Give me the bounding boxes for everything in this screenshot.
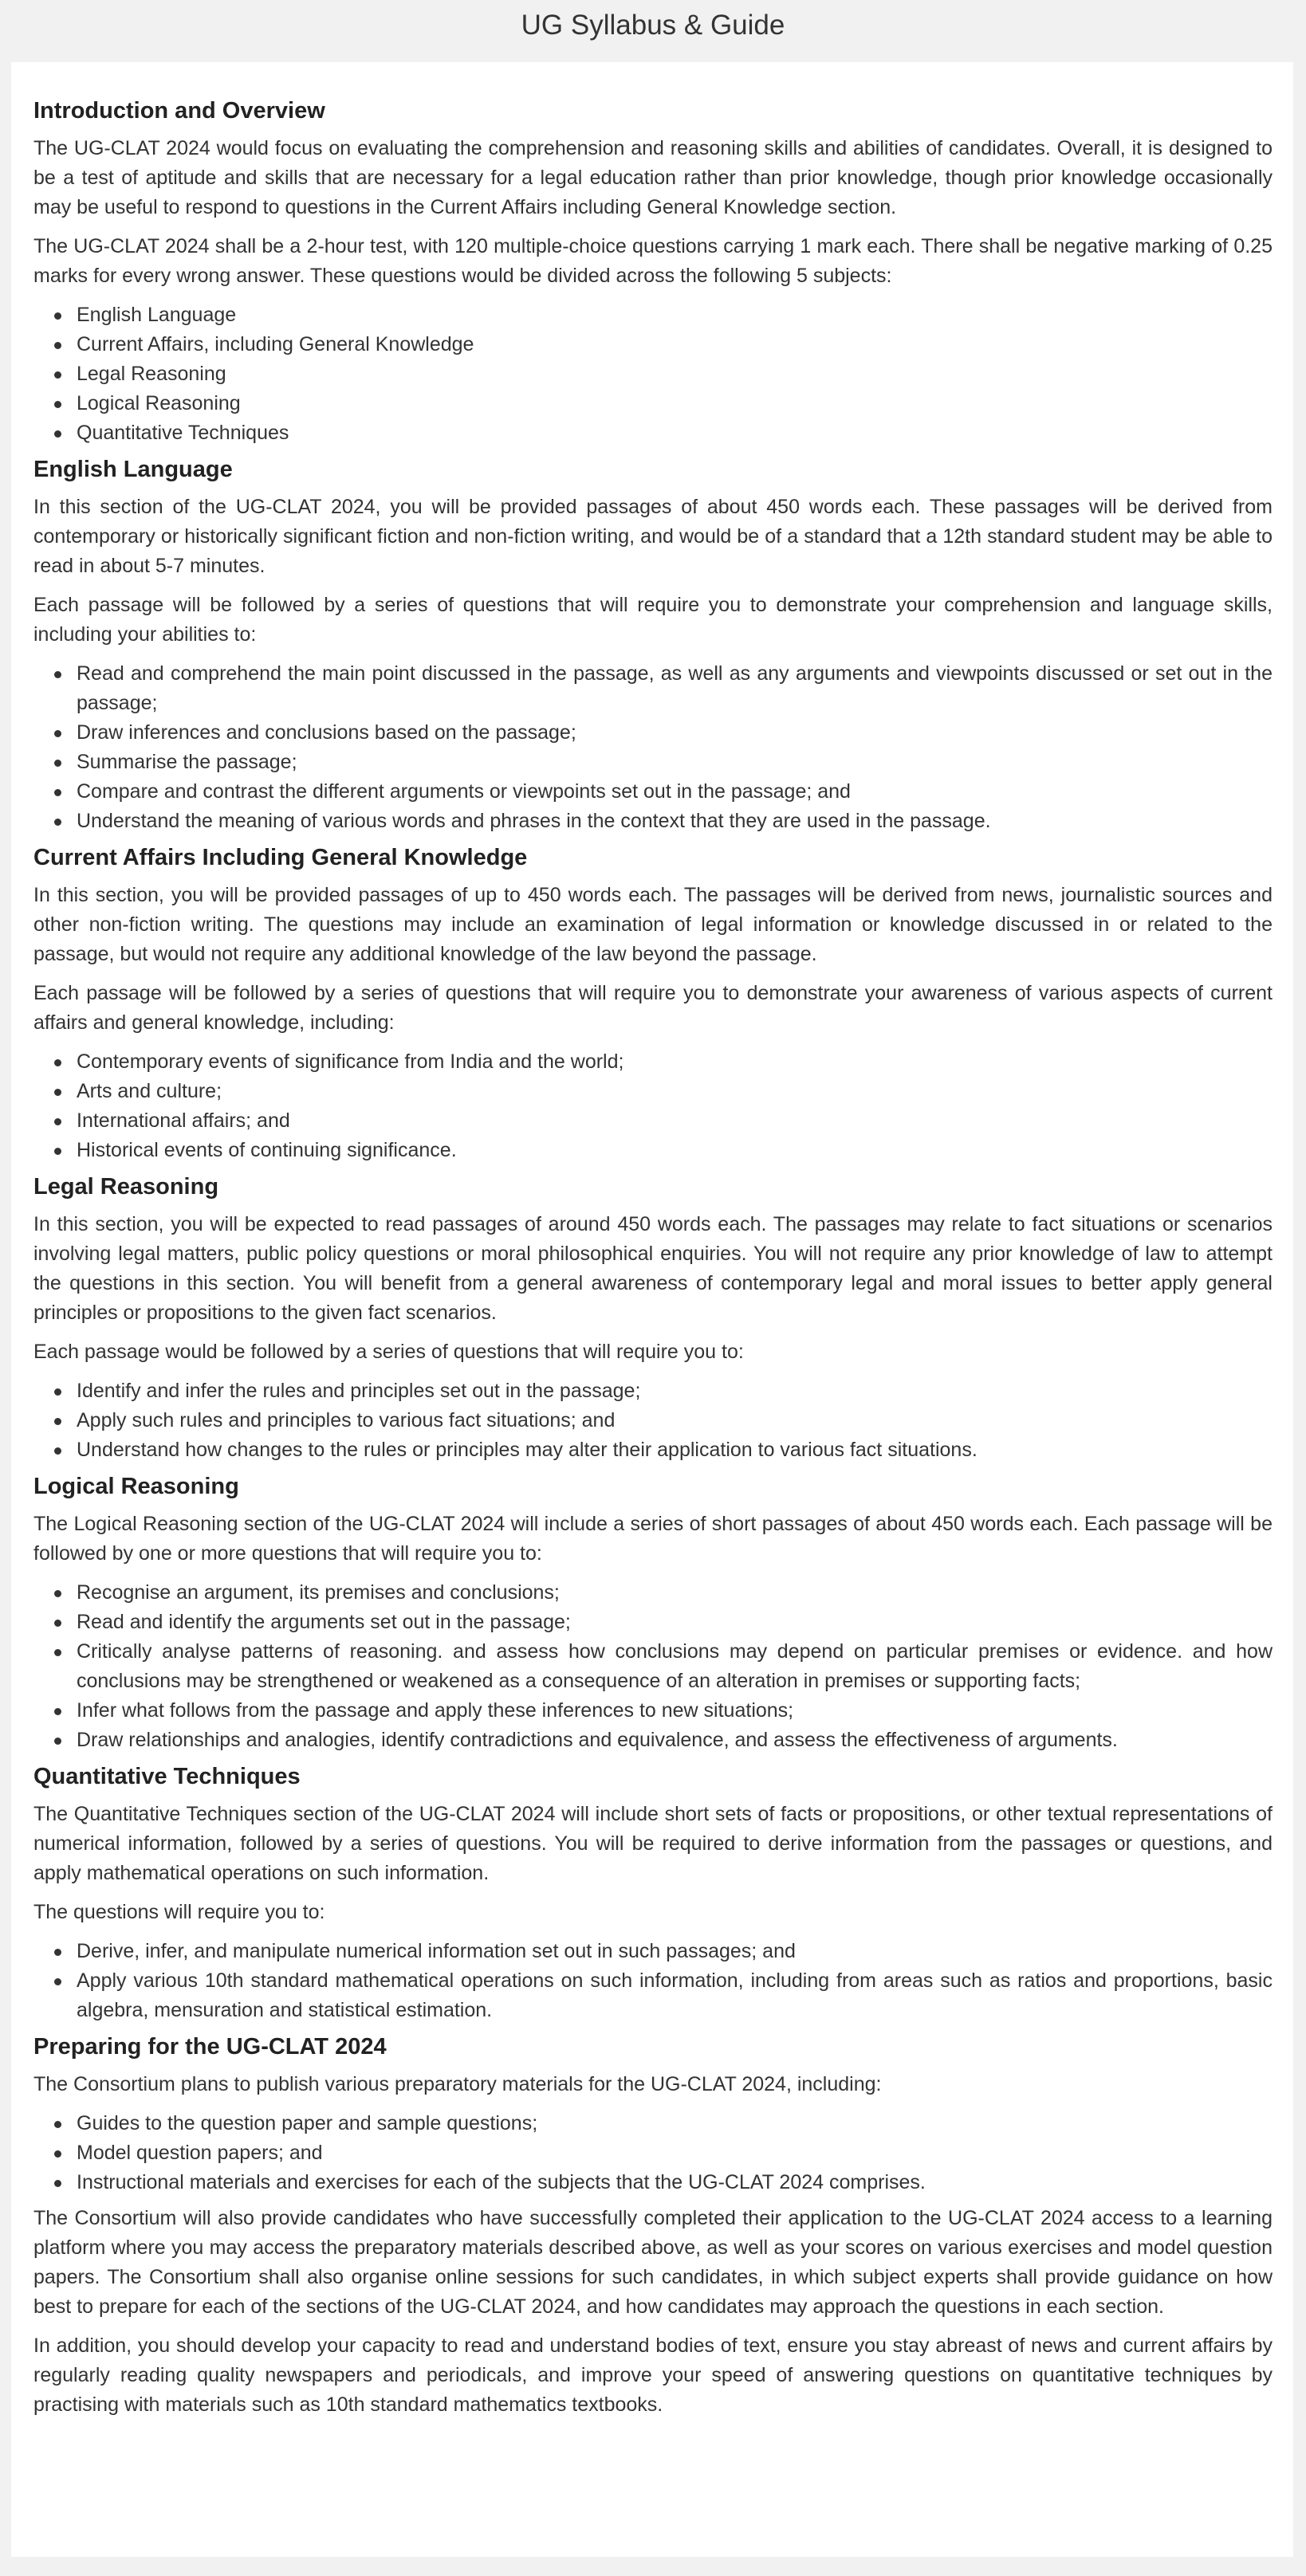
list-item: [77, 389, 1273, 418]
list-item: [77, 1696, 1273, 1726]
paragraph: In this section of the UG-CLAT 2024, you will be provided passages of about 450 words each. These passages will be derived from contemporary or historically significant fiction and non-fiction writing, and would be of a standard that a 12th standard student may be able to read in about 5-7 minutes.: [33, 496, 1273, 577]
list-item-text: Logical Reasoning: [77, 392, 241, 414]
section-heading: Quantitative Techniques: [33, 1764, 301, 1789]
paragraph: The Quantitative Techniques section of the UG-CLAT 2024 will include short sets of facts or propositions, or other textual representations of numerical information, followed by a series of questions. You will be required to derive information from the passages or questions, and apply mathematical operations on such information.: [33, 1803, 1273, 1884]
bullet-icon: [54, 1978, 61, 1985]
list-item: [77, 1937, 1273, 1966]
paragraph: The Consortium will also provide candidates who have successfully completed their application to the UG-CLAT 2024 access to a learning platform where you may access the preparatory materials described above, as well as your scores on various exercises and model question papers. The Consortium shall also organise online sessions for such candidates, in which subject experts shall provide guidance on how best to prepare for each of the sections of the UG-CLAT 2024, and how candidates may approach the questions in each section.: [33, 2207, 1273, 2318]
list-item-text: Understand the meaning of various words and phrases in the context that they are used in the passage.: [77, 810, 991, 832]
list-item-text: Draw relationships and analogies, identify contradictions and equivalence, and assess the effectiveness of arguments.: [77, 1729, 1118, 1751]
bullet-icon: [54, 1148, 61, 1155]
header-bar: [0, 0, 1306, 51]
syllabus-content: [11, 62, 1293, 2557]
bullet-icon: [54, 2180, 61, 2187]
paragraph: In addition, you should develop your capacity to read and understand bodies of text, ensure you stay abreast of news and current affairs by regularly reading quality newspapers and periodicals, and improve your speed of answering questions on quantitative techniques by practising with materials such as 10th standard mathematics textbooks.: [33, 2334, 1273, 2416]
list-item-text: Quantitative Techniques: [77, 422, 289, 444]
section-heading: English Language: [33, 457, 233, 482]
section-heading: Legal Reasoning: [33, 1174, 219, 1200]
list-item-text: Arts and culture;: [77, 1080, 222, 1102]
list-item: [77, 1435, 1273, 1465]
paragraph: The Consortium plans to publish various preparatory materials for the UG-CLAT 2024, including:: [33, 2073, 882, 2095]
section-legal-reasoning: [33, 1172, 1273, 1465]
bullet-icon: [54, 819, 61, 826]
bullet-list: [33, 1578, 1273, 1755]
paragraph: In this section, you will be expected to read passages of around 450 words each. The passages may relate to fact situations or scenarios involving legal matters, public policy questions or moral philosophical enquiries. You will not require any prior knowledge of law to attempt the questions in this section. You will benefit from a general awareness of contemporary legal and moral issues to better apply general principles or propositions to the given fact scenarios.: [33, 1213, 1273, 1324]
bullet-icon: [54, 342, 61, 349]
list-item-text: Historical events of continuing significance.: [77, 1139, 457, 1161]
paragraph: The UG-CLAT 2024 would focus on evaluating the comprehension and reasoning skills and abilities of candidates. Overall, it is designed to be a test of aptitude and skills that are necessary for a legal education rather than prior knowledge, though prior knowledge occasionally may be useful to respond to questions in the Current Affairs including General Knowledge section.: [33, 137, 1273, 218]
list-item-text: Legal Reasoning: [77, 363, 226, 385]
list-item: [77, 718, 1273, 748]
section-heading: Introduction and Overview: [33, 98, 325, 124]
bullet-icon: [54, 1388, 61, 1396]
bullet-list: [33, 1937, 1273, 2025]
bullet-icon: [54, 1089, 61, 1096]
list-item: [77, 777, 1273, 807]
bullet-list: [33, 2109, 1273, 2197]
section-english-language: [33, 454, 1273, 836]
bullet-icon: [54, 760, 61, 767]
bullet-icon: [54, 1447, 61, 1455]
list-item: [77, 1047, 1273, 1077]
list-item-text: Derive, infer, and manipulate numerical information set out in such passages; and: [77, 1940, 796, 1962]
bullet-icon: [54, 1059, 61, 1066]
list-item: [77, 330, 1273, 359]
bullet-icon: [54, 1590, 61, 1597]
bullet-icon: [54, 789, 61, 796]
bullet-icon: [54, 730, 61, 737]
bullet-icon: [54, 1738, 61, 1745]
paragraph: The Logical Reasoning section of the UG-CLAT 2024 will include a series of short passages of about 450 words each. Each passage will be followed by one or more questions that will require you to:: [33, 1513, 1273, 1565]
list-item: [77, 359, 1273, 389]
list-item: [77, 418, 1273, 448]
list-item-text: Apply such rules and principles to various fact situations; and: [77, 1409, 616, 1431]
bullet-icon: [54, 371, 61, 379]
list-item-text: Infer what follows from the passage and apply these inferences to new situations;: [77, 1699, 794, 1722]
list-item-text: Identify and infer the rules and principles set out in the passage;: [77, 1380, 641, 1402]
bullet-icon: [54, 671, 61, 678]
list-item: [77, 1726, 1273, 1755]
section-introduction-and-overview: [33, 96, 1273, 448]
list-item: [77, 1966, 1273, 2025]
list-item: [77, 1077, 1273, 1106]
list-item: [77, 1637, 1273, 1696]
paragraph: The UG-CLAT 2024 shall be a 2-hour test, with 120 multiple-choice questions carrying 1 mark each. There shall be negative marking of 0.25 marks for every wrong answer. These questions would be divided across the following 5 subjects:: [33, 235, 1273, 287]
bullet-icon: [54, 1708, 61, 1715]
list-item-text: Draw inferences and conclusions based on the passage;: [77, 721, 576, 744]
section-quantitative-techniques: [33, 1761, 1273, 2025]
section-current-affairs-including-general-knowledge: [33, 842, 1273, 1165]
paragraph: The questions will require you to:: [33, 1901, 325, 1923]
list-item: [77, 1106, 1273, 1136]
section-logical-reasoning: [33, 1471, 1273, 1755]
bullet-icon: [54, 401, 61, 408]
bullet-icon: [54, 1418, 61, 1425]
list-item: [77, 2138, 1273, 2168]
list-item: [77, 1578, 1273, 1608]
list-item-text: Critically analyse patterns of reasoning. and assess how conclusions may depend on particular premises or evidence. and how conclusions may be strengthened or weakened as a consequence of an alteration in premises or supporting facts;: [77, 1640, 1273, 1692]
section-preparing-for-the-ug-clat-2024: [33, 2032, 1273, 2420]
section-heading: Current Affairs Including General Knowledge: [33, 845, 528, 870]
bullet-list: [33, 1047, 1273, 1165]
list-item-text: Contemporary events of significance from India and the world;: [77, 1050, 624, 1073]
paragraph: Each passage will be followed by a series of questions that will require you to demonstrate your awareness of various aspects of current affairs and general knowledge, including:: [33, 982, 1273, 1034]
paragraph: Each passage will be followed by a series of questions that will require you to demonstrate your comprehension and language skills, including your abilities to:: [33, 594, 1273, 646]
bullet-icon: [54, 1949, 61, 1956]
list-item-text: Instructional materials and exercises for each of the subjects that the UG-CLAT 2024 comprises.: [77, 2171, 926, 2193]
list-item-text: Model question papers; and: [77, 2142, 323, 2164]
list-item-text: Recognise an argument, its premises and conclusions;: [77, 1581, 560, 1604]
list-item-text: English Language: [77, 304, 237, 326]
list-item-text: Read and identify the arguments set out in the passage;: [77, 1611, 571, 1633]
bullet-icon: [54, 312, 61, 320]
list-item: [77, 1608, 1273, 1637]
paragraph: In this section, you will be provided passages of up to 450 words each. The passages will be derived from news, journalistic sources and other non-fiction writing. The questions may include an examination of legal information or knowledge discussed in or related to the passage, but would not require any additional knowledge of the law beyond the passage.: [33, 884, 1273, 965]
section-heading: Preparing for the UG-CLAT 2024: [33, 2034, 387, 2060]
list-item: [77, 659, 1273, 718]
bullet-icon: [54, 1649, 61, 1656]
list-item-text: International affairs; and: [77, 1109, 290, 1132]
bullet-icon: [54, 2150, 61, 2158]
list-item: [77, 300, 1273, 330]
list-item-text: Read and comprehend the main point discussed in the passage, as well as any arguments and viewpoints discussed or set out in the passage;: [77, 662, 1273, 714]
list-item-text: Apply various 10th standard mathematical operations on such information, including from areas such as ratios and proportions, basic algebra, mensuration and statistical estimation.: [77, 1969, 1273, 2021]
bullet-list: [33, 659, 1273, 836]
bullet-icon: [54, 1620, 61, 1627]
list-item: [77, 1406, 1273, 1435]
list-item: [77, 807, 1273, 836]
list-item: [77, 748, 1273, 777]
bullet-icon: [54, 1118, 61, 1125]
list-item-text: Understand how changes to the rules or principles may alter their application to various fact situations.: [77, 1439, 978, 1461]
section-heading: Logical Reasoning: [33, 1474, 239, 1499]
bullet-list: [33, 300, 1273, 448]
list-item-text: Summarise the passage;: [77, 751, 297, 773]
list-item: [77, 2109, 1273, 2138]
list-item: [77, 1136, 1273, 1165]
bullet-icon: [54, 430, 61, 438]
bullet-icon: [54, 2121, 61, 2128]
list-item: [77, 1376, 1273, 1406]
paragraph: Each passage would be followed by a series of questions that will require you to:: [33, 1341, 744, 1363]
bullet-list: [33, 1376, 1273, 1465]
list-item-text: Compare and contrast the different arguments or viewpoints set out in the passage; and: [77, 780, 851, 803]
list-item-text: Guides to the question paper and sample questions;: [77, 2112, 538, 2134]
page-title: UG Syllabus & Guide: [521, 10, 785, 41]
list-item: [77, 2168, 1273, 2197]
list-item-text: Current Affairs, including General Knowledge: [77, 333, 474, 355]
